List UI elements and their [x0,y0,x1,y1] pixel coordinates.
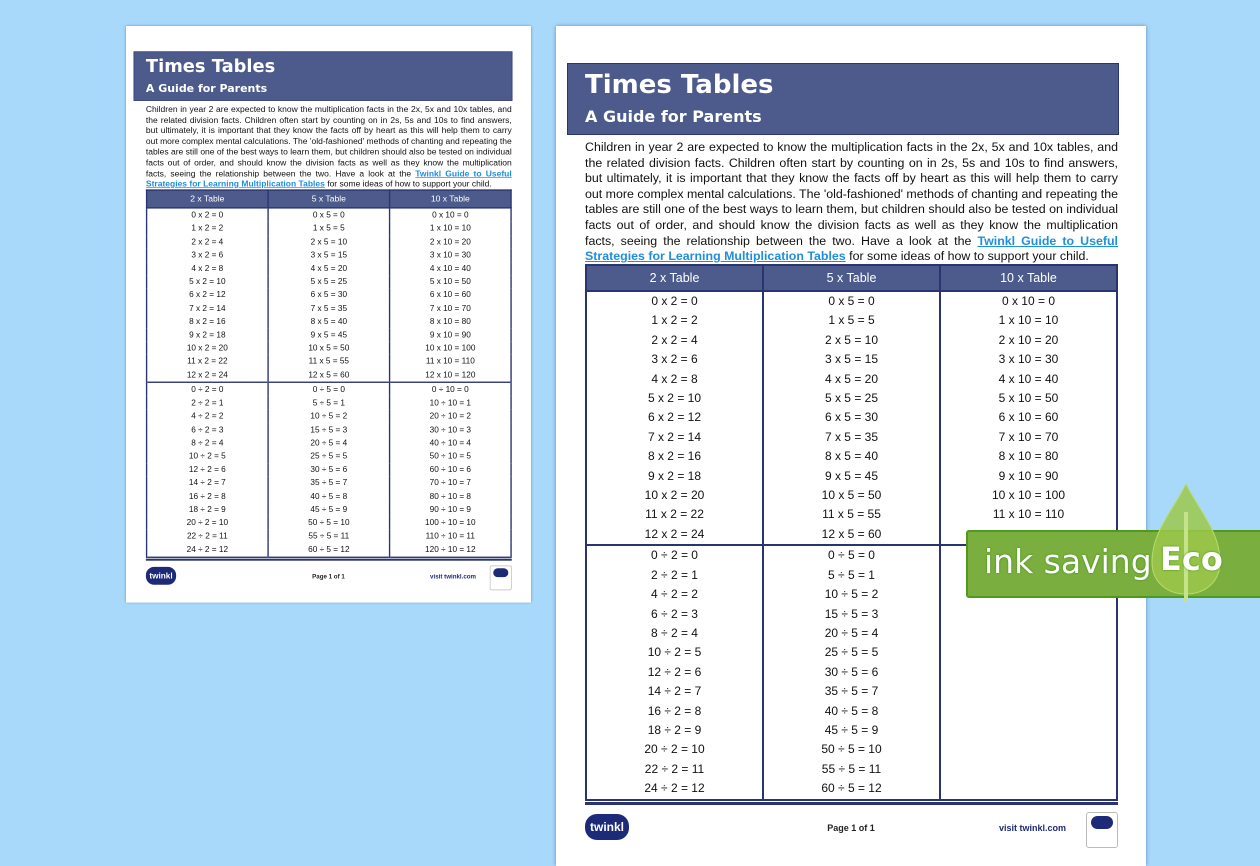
table-cell-covered [940,605,1117,624]
table-cell: 25 ÷ 5 = 5 [763,643,940,662]
table-cell: 10 ÷ 10 = 1 [390,396,511,409]
table-cell: 6 x 5 = 30 [268,289,389,302]
table-cell: 0 x 2 = 0 [586,291,763,311]
table-cell: 60 ÷ 5 = 12 [268,543,389,557]
title-banner [567,63,1119,135]
table-cell: 1 x 10 = 10 [940,311,1117,330]
intro-text-end: for some ideas of how to support your child. [845,249,1089,264]
table-cell: 45 ÷ 5 = 9 [763,721,940,740]
page-title: Times Tables [585,70,774,100]
table-cell: 2 x 10 = 20 [940,331,1117,350]
table-row [586,760,1117,779]
table-cell: 24 ÷ 2 = 12 [586,779,763,799]
table-cell: 5 ÷ 5 = 1 [268,396,389,409]
table-cell: 5 x 2 = 10 [147,275,268,288]
table-cell: 24 ÷ 2 = 12 [147,543,268,557]
table-cell-covered [940,624,1117,643]
table-cell: 20 ÷ 5 = 4 [763,624,940,643]
page-number: Page 1 of 1 [312,573,345,580]
table-cell: 10 ÷ 2 = 5 [586,643,763,662]
intro-text: Children in year 2 are expected to know the multiplication facts in the 2x, 5x and 10x tables, and the related division facts. Children often start by counting on in 2s, 5s and 10s to find answers, but ultimately, it is important that they know the facts off by heart as this will help them to carry out more complex mental calculations. The 'old-fashioned' methods of chanting and repeating the tables are still one of the best ways to learn them, but children should also be tested on individual facts out of order, and should know the division facts as well as they know the multiplication facts, seeing the relationship between the two. Have a look at the [145,104,512,179]
table-cell: 2 ÷ 2 = 1 [586,566,763,585]
title-banner [134,51,513,100]
table-cell: 2 x 5 = 10 [268,235,389,248]
table-cell: 7 x 2 = 14 [147,302,268,315]
ink-saving-text: ink saving [984,542,1152,581]
table-cell: 16 ÷ 2 = 8 [586,702,763,721]
table-cell: 7 x 5 = 35 [763,428,940,447]
table-cell: 4 ÷ 2 = 2 [147,410,268,423]
table-cell: 1 x 5 = 5 [268,222,389,235]
table-cell: 0 ÷ 5 = 0 [268,382,389,396]
table-row [586,663,1117,682]
quality-badge-icon [490,566,512,591]
table-row [586,486,1117,505]
table-cell: 110 ÷ 10 = 11 [390,530,511,543]
table-cell: 12 x 5 = 60 [763,525,940,545]
table-cell: 5 x 5 = 25 [763,389,940,408]
table-cell: 35 ÷ 5 = 7 [763,682,940,701]
table-row [147,249,511,262]
table-cell: 18 ÷ 2 = 9 [147,503,268,516]
table-row [586,350,1117,369]
table-row [147,235,511,248]
table-row [147,450,511,463]
page-subtitle: A Guide for Parents [585,107,762,126]
table-cell: 1 x 10 = 10 [390,222,511,235]
page-number: Page 1 of 1 [827,823,875,833]
table-row [586,389,1117,408]
table-cell: 0 x 10 = 0 [940,291,1117,311]
table-row [147,423,511,436]
table-row [586,331,1117,350]
table-cell: 11 x 2 = 22 [586,505,763,524]
table-cell: 5 ÷ 5 = 1 [763,566,940,585]
table-cell: 0 x 10 = 0 [390,208,511,222]
table-cell: 4 x 10 = 40 [940,370,1117,389]
table-cell: 3 x 10 = 30 [940,350,1117,369]
table-cell: 70 ÷ 10 = 7 [390,476,511,489]
table-cell: 45 ÷ 5 = 9 [268,503,389,516]
table-cell: 14 ÷ 2 = 7 [147,476,268,489]
eco-label: Eco [1160,540,1223,578]
table-cell-covered [940,682,1117,701]
table-cell: 11 x 5 = 55 [763,505,940,524]
table-cell: 10 ÷ 5 = 2 [268,410,389,423]
table-row [586,682,1117,701]
table-cell: 4 ÷ 2 = 2 [586,585,763,604]
table-row [147,315,511,328]
table-cell: 40 ÷ 5 = 8 [763,702,940,721]
column-header: 2 x Table [147,190,268,208]
table-cell: 6 ÷ 2 = 3 [586,605,763,624]
table-row [147,530,511,543]
table-cell: 100 ÷ 10 = 10 [390,516,511,529]
table-cell: 55 ÷ 5 = 11 [763,760,940,779]
table-row [586,624,1117,643]
table-cell: 4 x 5 = 20 [268,262,389,275]
table-row [586,740,1117,759]
table-cell: 80 ÷ 10 = 8 [390,490,511,503]
table-cell: 4 x 2 = 8 [147,262,268,275]
table-cell: 50 ÷ 10 = 5 [390,450,511,463]
table-cell: 8 x 5 = 40 [763,447,940,466]
table-cell: 10 x 2 = 20 [147,342,268,355]
table-cell: 120 ÷ 10 = 12 [390,543,511,557]
times-tables-table [146,189,512,557]
table-row [147,275,511,288]
table-cell: 9 x 5 = 45 [268,328,389,341]
table-row [147,328,511,341]
table-cell: 50 ÷ 5 = 10 [268,516,389,529]
table-row [147,410,511,423]
table-cell: 6 x 5 = 30 [763,408,940,427]
twinkl-logo: twinkl [585,814,629,840]
table-cell: 12 ÷ 2 = 6 [586,663,763,682]
table-row [586,311,1117,330]
table-cell: 10 x 2 = 20 [586,486,763,505]
table-cell: 1 x 2 = 2 [147,222,268,235]
table-cell-covered [940,643,1117,662]
table-row [147,208,511,222]
table-cell: 10 x 10 = 100 [390,342,511,355]
table-row [586,291,1117,311]
table-cell: 40 ÷ 5 = 8 [268,490,389,503]
intro-paragraph [585,140,1118,265]
table-cell: 15 ÷ 5 = 3 [268,423,389,436]
table-cell: 12 ÷ 2 = 6 [147,463,268,476]
strategies-guide-link[interactable]: Twinkl Guide to Useful Strategies for Learning Multiplication Tables [585,233,1118,264]
table-cell-covered [940,740,1117,759]
column-header: 5 x Table [268,190,389,208]
table-cell: 20 ÷ 10 = 2 [390,410,511,423]
twinkl-logo: twinkl [146,567,176,585]
table-cell: 30 ÷ 10 = 3 [390,423,511,436]
table-cell: 3 x 2 = 6 [147,249,268,262]
table-cell: 0 x 2 = 0 [147,208,268,222]
table-cell: 11 x 10 = 110 [940,505,1117,524]
table-cell: 4 x 2 = 8 [586,370,763,389]
table-row [147,302,511,315]
website-link[interactable]: visit twinkl.com [430,573,477,580]
table-cell: 5 x 10 = 50 [940,389,1117,408]
table-row [147,368,511,382]
table-cell: 14 ÷ 2 = 7 [586,682,763,701]
table-cell: 12 x 10 = 120 [390,368,511,382]
table-cell: 7 x 5 = 35 [268,302,389,315]
table-cell: 25 ÷ 5 = 5 [268,450,389,463]
table-cell: 20 ÷ 5 = 4 [268,436,389,449]
table-cell: 2 x 5 = 10 [763,331,940,350]
table-cell: 3 x 2 = 6 [586,350,763,369]
table-cell: 3 x 10 = 30 [390,249,511,262]
table-row [586,605,1117,624]
table-cell: 0 ÷ 2 = 0 [147,382,268,396]
table-row [586,370,1117,389]
table-cell: 9 x 2 = 18 [586,467,763,486]
table-cell: 5 x 10 = 50 [390,275,511,288]
table-cell: 12 x 2 = 24 [586,525,763,545]
column-header: 10 x Table [940,265,1117,291]
table-cell: 7 x 2 = 14 [586,428,763,447]
table-row [147,382,511,396]
table-row [147,490,511,503]
table-row [147,503,511,516]
column-header: 2 x Table [586,265,763,291]
table-cell: 55 ÷ 5 = 11 [268,530,389,543]
table-cell: 3 x 5 = 15 [763,350,940,369]
table-cell: 10 ÷ 2 = 5 [147,450,268,463]
table-cell: 4 x 5 = 20 [763,370,940,389]
footer-divider [585,802,1118,805]
quality-badge-icon [1086,812,1118,848]
table-cell: 10 ÷ 5 = 2 [763,585,940,604]
table-cell: 8 ÷ 2 = 4 [147,436,268,449]
table-cell: 30 ÷ 5 = 6 [763,663,940,682]
table-cell: 22 ÷ 2 = 11 [586,760,763,779]
table-cell: 90 ÷ 10 = 9 [390,503,511,516]
table-row [147,476,511,489]
table-cell: 12 x 2 = 24 [147,368,268,382]
page-subtitle: A Guide for Parents [145,81,268,95]
table-row [586,643,1117,662]
table-cell: 18 ÷ 2 = 9 [586,721,763,740]
table-cell: 10 x 5 = 50 [268,342,389,355]
table-cell: 0 x 5 = 0 [268,208,389,222]
strategies-guide-link[interactable]: Twinkl Guide to Useful Strategies for Learning Multiplication Tables [145,168,512,189]
table-row [147,463,511,476]
table-cell: 10 x 5 = 50 [763,486,940,505]
table-cell: 7 x 10 = 70 [940,428,1117,447]
table-cell-covered [940,663,1117,682]
table-cell-covered [940,760,1117,779]
table-cell: 6 x 2 = 12 [586,408,763,427]
table-cell-covered [940,721,1117,740]
column-header: 5 x Table [763,265,940,291]
table-row [147,436,511,449]
table-cell: 5 x 5 = 25 [268,275,389,288]
table-row [147,222,511,235]
table-row [147,355,511,368]
table-cell: 20 ÷ 2 = 10 [147,516,268,529]
document-preview-zoomed [556,26,1146,866]
table-cell: 3 x 5 = 15 [268,249,389,262]
table-row [586,447,1117,466]
intro-text-end: for some ideas of how to support your child. [324,179,492,189]
table-cell: 30 ÷ 5 = 6 [268,463,389,476]
table-cell: 6 x 2 = 12 [147,289,268,302]
table-cell: 0 ÷ 5 = 0 [763,545,940,565]
table-cell: 11 x 10 = 110 [390,355,511,368]
document-preview-full-page [126,26,531,603]
table-cell: 5 x 2 = 10 [586,389,763,408]
table-cell: 9 x 10 = 90 [390,328,511,341]
table-row [147,516,511,529]
table-row [147,289,511,302]
table-cell: 8 x 10 = 80 [940,447,1117,466]
table-row [586,702,1117,721]
table-cell: 4 x 10 = 40 [390,262,511,275]
table-cell: 15 ÷ 5 = 3 [763,605,940,624]
table-cell: 11 x 2 = 22 [147,355,268,368]
table-cell: 12 x 5 = 60 [268,368,389,382]
table-cell: 1 x 5 = 5 [763,311,940,330]
table-cell: 8 x 2 = 16 [147,315,268,328]
table-cell: 8 ÷ 2 = 4 [586,624,763,643]
table-cell: 16 ÷ 2 = 8 [147,490,268,503]
table-row [147,262,511,275]
table-cell: 9 x 10 = 90 [940,467,1117,486]
table-row [586,505,1117,524]
table-cell: 0 ÷ 2 = 0 [586,545,763,565]
table-cell: 2 ÷ 2 = 1 [147,396,268,409]
table-cell: 6 x 10 = 60 [390,289,511,302]
table-cell-covered [940,702,1117,721]
table-cell: 2 x 2 = 4 [147,235,268,248]
table-row [586,721,1117,740]
table-cell: 0 x 5 = 0 [763,291,940,311]
table-row [147,342,511,355]
table-cell: 6 x 10 = 60 [940,408,1117,427]
website-link[interactable]: visit twinkl.com [998,823,1066,833]
table-cell: 11 x 5 = 55 [268,355,389,368]
table-row [586,467,1117,486]
table-cell: 50 ÷ 5 = 10 [763,740,940,759]
table-cell: 40 ÷ 10 = 4 [390,436,511,449]
table-cell: 7 x 10 = 70 [390,302,511,315]
table-cell: 60 ÷ 10 = 6 [390,463,511,476]
table-cell: 2 x 2 = 4 [586,331,763,350]
table-cell: 8 x 5 = 40 [268,315,389,328]
table-cell: 6 ÷ 2 = 3 [147,423,268,436]
table-cell: 20 ÷ 2 = 10 [586,740,763,759]
intro-text: Children in year 2 are expected to know the multiplication facts in the 2x, 5x and 10x tables, and the related division facts. Children often start by counting on in 2s, 5s and 10s to find answers, but ultimately, it is important that they know the facts off by heart as this will help them to carry out more complex mental calculations. The 'old-fashioned' methods of chanting and repeating the tables are still one of the best ways to learn them, but children should also be tested on individual facts out of order, and should know the division facts as well as they know the multiplication facts, seeing the relationship between the two. Have a look at the [585,140,1118,248]
table-row [147,543,511,557]
table-cell: 8 x 2 = 16 [586,447,763,466]
table-cell: 22 ÷ 2 = 11 [147,530,268,543]
table-cell: 9 x 5 = 45 [763,467,940,486]
table-cell: 8 x 10 = 80 [390,315,511,328]
table-cell: 35 ÷ 5 = 7 [268,476,389,489]
table-row [586,779,1117,799]
table-row [586,428,1117,447]
table-cell: 1 x 2 = 2 [586,311,763,330]
table-cell-covered [940,779,1117,799]
table-cell: 9 x 2 = 18 [147,328,268,341]
table-cell: 60 ÷ 5 = 12 [763,779,940,799]
page-title: Times Tables [145,56,276,77]
column-header: 10 x Table [390,190,511,208]
intro-paragraph [146,104,512,190]
table-cell: 10 x 10 = 100 [940,486,1117,505]
table-row [586,408,1117,427]
table-row [147,396,511,409]
table-cell: 2 x 10 = 20 [390,235,511,248]
table-cell: 0 ÷ 10 = 0 [390,382,511,396]
footer-divider [146,559,512,561]
